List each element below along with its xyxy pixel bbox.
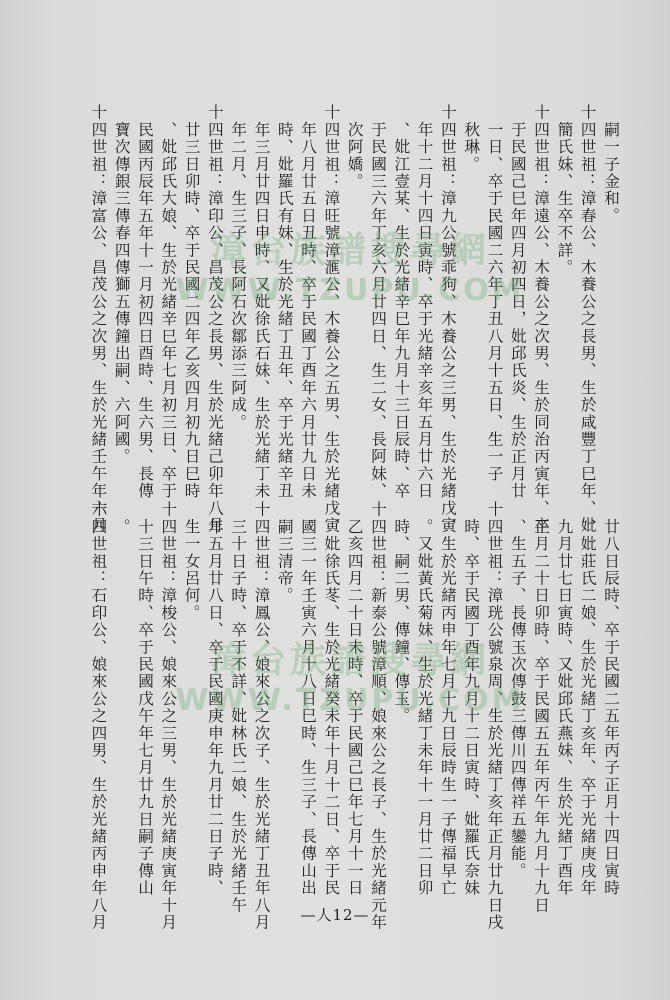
text-column: 九月廿七日寅時、又妣邱氏燕妹、生於光緒丁酉年: [555, 501, 574, 897]
text-column: 于民國己巳年四月初四日，妣邱氏炎、生於正月廿: [508, 104, 527, 500]
text-column: 次阿嬌。: [345, 104, 364, 190]
text-column: 秋琳。: [462, 104, 481, 173]
text-column: 、生於光緒丙申年七月十九日辰時生一子傳福早亡: [438, 501, 457, 897]
text-column: 時、卒于民國丁酉年九月十二日寅時、妣羅氏奈妹: [462, 501, 481, 897]
text-column: 。又妣黃氏菊妹、生於光緒丁未年十一月廿二日卯: [415, 501, 434, 897]
watermark-url-text: WWW.TZUPU.COM: [175, 683, 525, 718]
text-column: 嗣三清帝。: [275, 501, 294, 605]
text-column: 三十日子時、卒于不詳、妣林氏二娘、生於光緒壬午: [229, 501, 248, 914]
text-column: 十四世祖：漳印公、昌茂公之長男、生於光緒己卯年八月: [205, 104, 224, 534]
text-column: 十四世祖：漳旺號漳滙公、木養公之五男、生於光緒戊寅: [322, 104, 341, 534]
text-column: 十四世祖：漳梭公、娘來公之三男、生於光緒庚寅年十月: [159, 501, 178, 931]
text-column: 生一女呂何。: [182, 501, 201, 622]
text-column: 年十二月十四日寅時、卒于光緒辛亥年五月廿六日: [415, 104, 434, 500]
text-column: 一日、卒于民國二六年丁丑八月十五日、生一子: [485, 104, 504, 483]
text-column: 十四世祖：漳遠公、木養公之次男、生於同治丙寅年、卒: [532, 104, 551, 534]
text-column: 十四世祖：漳珖公號泉周、生於光緒丁亥年正月廿九日戌: [485, 501, 504, 931]
text-column: 十四世祖：漳鳳公、娘來公之次子、生於光緒丁丑年八月: [252, 501, 271, 931]
text-column: 廿八日辰時、卒于民國二五年丙子正月十四日寅時: [602, 501, 620, 897]
text-column: 國三一年壬寅六月十八日巳時、生三子、長傳山出: [299, 501, 318, 897]
text-column: 十三日午時、卒于民國戊午年七月廿九日嗣子傳山: [136, 501, 154, 897]
watermark-chinese-text: 漳台族譜搜尋網: [209, 230, 490, 271]
text-column: 十四世祖：新泰公號漳順、娘來公之長子、生於光緒元年: [369, 501, 387, 931]
text-column: 十四世祖：漳富公、昌茂公之次男、生於光緒壬午年六月: [89, 104, 108, 534]
text-column: 、妣徐氏苳、生於光緒癸未年十月十二日、卒于民: [322, 501, 341, 897]
text-column: 正月二十日卯時、卒于民國五五年丙午年九月十九日: [532, 501, 551, 914]
text-column: 年三月廿四日申時、又妣徐氏石妹、生於光緒丁未: [252, 104, 271, 500]
page-number: —人12—: [300, 906, 370, 924]
text-column: 、妣江壹某、生於光緒辛巳年九月十三日辰時、卒: [392, 104, 411, 500]
text-column: 乙亥四月二十日未時、卒于民國己巳年七月十一日: [345, 501, 364, 897]
text-column: 、生五子、長傳玉次傳鼓三傳川四傳祥五鑾能。: [508, 501, 527, 880]
text-column: 年八月廿五日丑時、卒于民國丁酉年六月廿九日未: [299, 104, 318, 500]
text-column: 。: [112, 501, 131, 536]
text-column: 廿三日卯時、卒于民國二四年乙亥四月初九日巳時: [182, 104, 201, 500]
text-column: 嗣一子金和。: [602, 104, 620, 225]
text-column: 時、嗣二男、傳鐘、傳玉。: [392, 501, 411, 725]
text-column: 年五月廿八日、卒于民國庚申年九月廿二日子時、: [205, 501, 224, 897]
text-column: 、妣邱氏大娘、生於光緒辛巳年七月初三日、卒于: [159, 104, 178, 500]
text-column: 時、妣羅氏有妹、生於光緒丁丑年、卒于光緒辛丑: [275, 104, 294, 500]
text-column: 十四世祖：漳九公號乖狗、木養公之三男、生於光緒戊寅: [438, 104, 457, 534]
text-column: 于民國三六年丁亥六月廿四日、生二女、長阿妹、: [369, 104, 387, 500]
text-column: 年二月、生三子、長阿石次鄒添三阿成。: [229, 104, 248, 431]
text-column: 、妣莊氏二娘、生於光緒丁亥年、卒于光緒庚戌年: [578, 501, 597, 897]
text-column: 簡氏妹、生卒不詳。: [555, 104, 574, 276]
text-column: 民國丙辰年五年十一月初四日酉時、生六男、長傳: [136, 104, 154, 500]
text-column: 十四世祖：石印公、娘來公之四男、生於光緒丙申年八月: [89, 501, 108, 931]
watermark-url-text: WWW.TZUPU.COM: [175, 273, 525, 308]
text-column: 十四世祖：漳春公、木養公之長男、生於咸豐丁巳年、妣: [578, 104, 597, 534]
watermark-chinese-text: 漳台族譜搜尋網: [209, 640, 490, 681]
text-column: 寶次傳銀三傳春四傳獅五傳鐘出嗣、六阿國。: [112, 104, 131, 466]
